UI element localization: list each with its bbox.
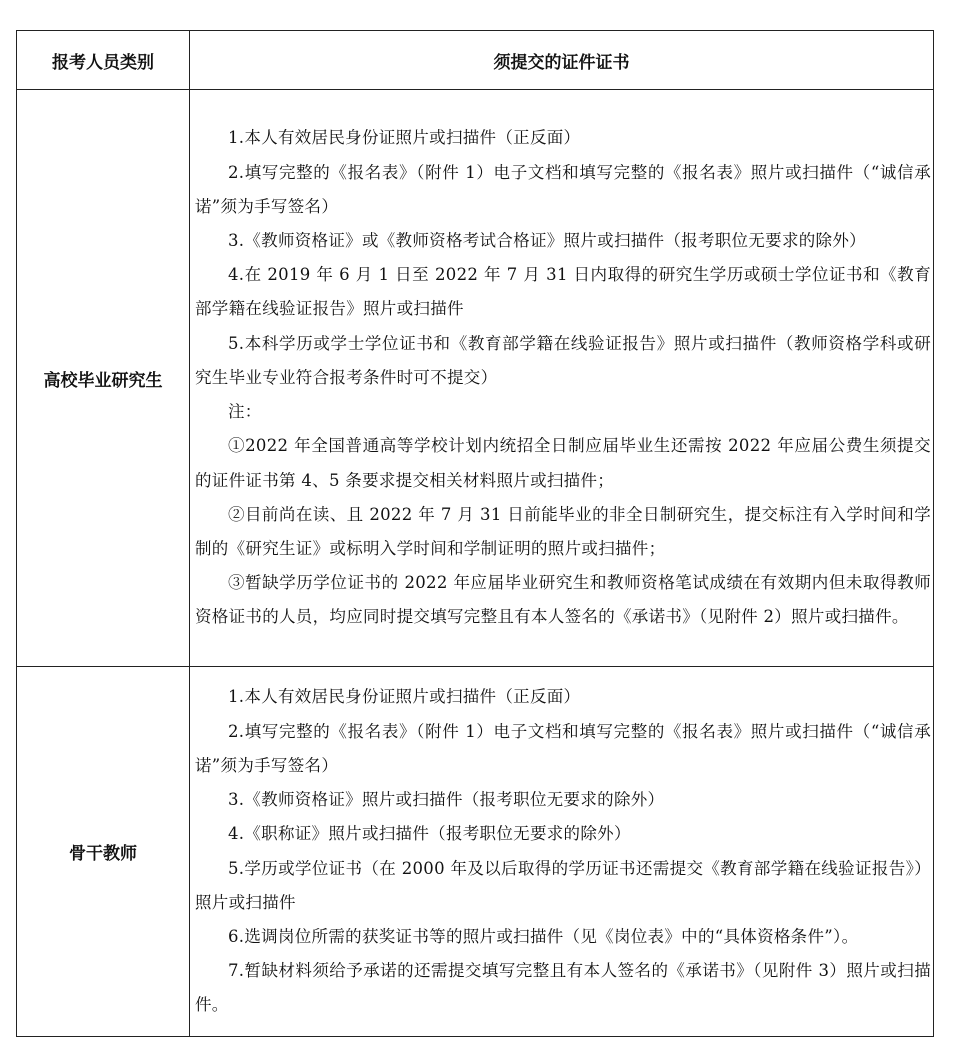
header-category: 报考人员类别	[17, 31, 190, 90]
list-item: 2.填写完整的《报名表》（附件 1）电子文档和填写完整的《报名表》照片或扫描件（“诚信承诺”须为手写签名）	[195, 721, 931, 775]
table-row	[17, 90, 934, 667]
list-item: 4.在 2019 年 6 月 1 日至 2022 年 7 月 31 日内取得的研究生学历或硕士学位证书和《教育部学籍在线验证报告》照片或扫描件	[195, 265, 931, 319]
list-item: 2.填写完整的《报名表》（附件 1）电子文档和填写完整的《报名表》照片或扫描件（“诚信承诺”须为手写签名）	[195, 162, 931, 216]
header-row	[17, 31, 934, 90]
list-item: 6.选调岗位所需的获奖证书等的照片或扫描件（见《岗位表》中的“具体资格条件”）。	[228, 926, 859, 946]
list-item: 3.《教师资格证》或《教师资格考试合格证》照片或扫描件（报考职位无要求的除外）	[228, 231, 866, 251]
requirements-table	[16, 30, 934, 1037]
list-item: 4.《职称证》照片或扫描件（报考职位无要求的除外）	[228, 824, 631, 844]
header-documents: 须提交的证件证书	[190, 31, 934, 90]
list-item: ③暂缺学历学位证书的 2022 年应届毕业研究生和教师资格笔试成绩在有效期内但未取得教师资格证书的人员，均应同时提交填写完整且有本人签名的《承诺书》（见附件 2）照片或扫描件。	[195, 573, 931, 627]
documents-cell	[190, 667, 934, 1037]
documents-cell	[190, 90, 934, 667]
list-item: ①2022 年全国普通高等学校计划内统招全日制应届毕业生还需按 2022 年应届公费生须提交的证件证书第 4、5 条要求提交相关材料照片或扫描件；	[195, 436, 931, 490]
category-cell: 高校毕业研究生	[17, 90, 190, 667]
list-item: 1.本人有效居民身份证照片或扫描件（正反面）	[228, 687, 581, 707]
table-row	[17, 667, 934, 1037]
list-item: ②目前尚在读、且 2022 年 7 月 31 日前能毕业的非全日制研究生，提交标注有入学时间和学制的《研究生证》或标明入学时间和学制证明的照片或扫描件；	[195, 504, 931, 558]
list-item: 5.本科学历或学士学位证书和《教育部学籍在线验证报告》照片或扫描件（教师资格学科或研究生毕业专业符合报考条件时可不提交）	[195, 333, 931, 387]
list-item: 3.《教师资格证》照片或扫描件（报考职位无要求的除外）	[228, 790, 665, 810]
note-label: 注：	[228, 402, 262, 422]
category-cell: 骨干教师	[17, 667, 190, 1037]
list-item: 1.本人有效居民身份证照片或扫描件（正反面）	[228, 128, 581, 148]
list-item: 5.学历或学位证书（在 2000 年及以后取得的学历证书还需提交《教育部学籍在线验证报告》）照片或扫描件	[195, 858, 931, 912]
list-item: 7.暂缺材料须给予承诺的还需提交填写完整且有本人签名的《承诺书》（见附件 3）照片或扫描件。	[195, 961, 931, 1015]
